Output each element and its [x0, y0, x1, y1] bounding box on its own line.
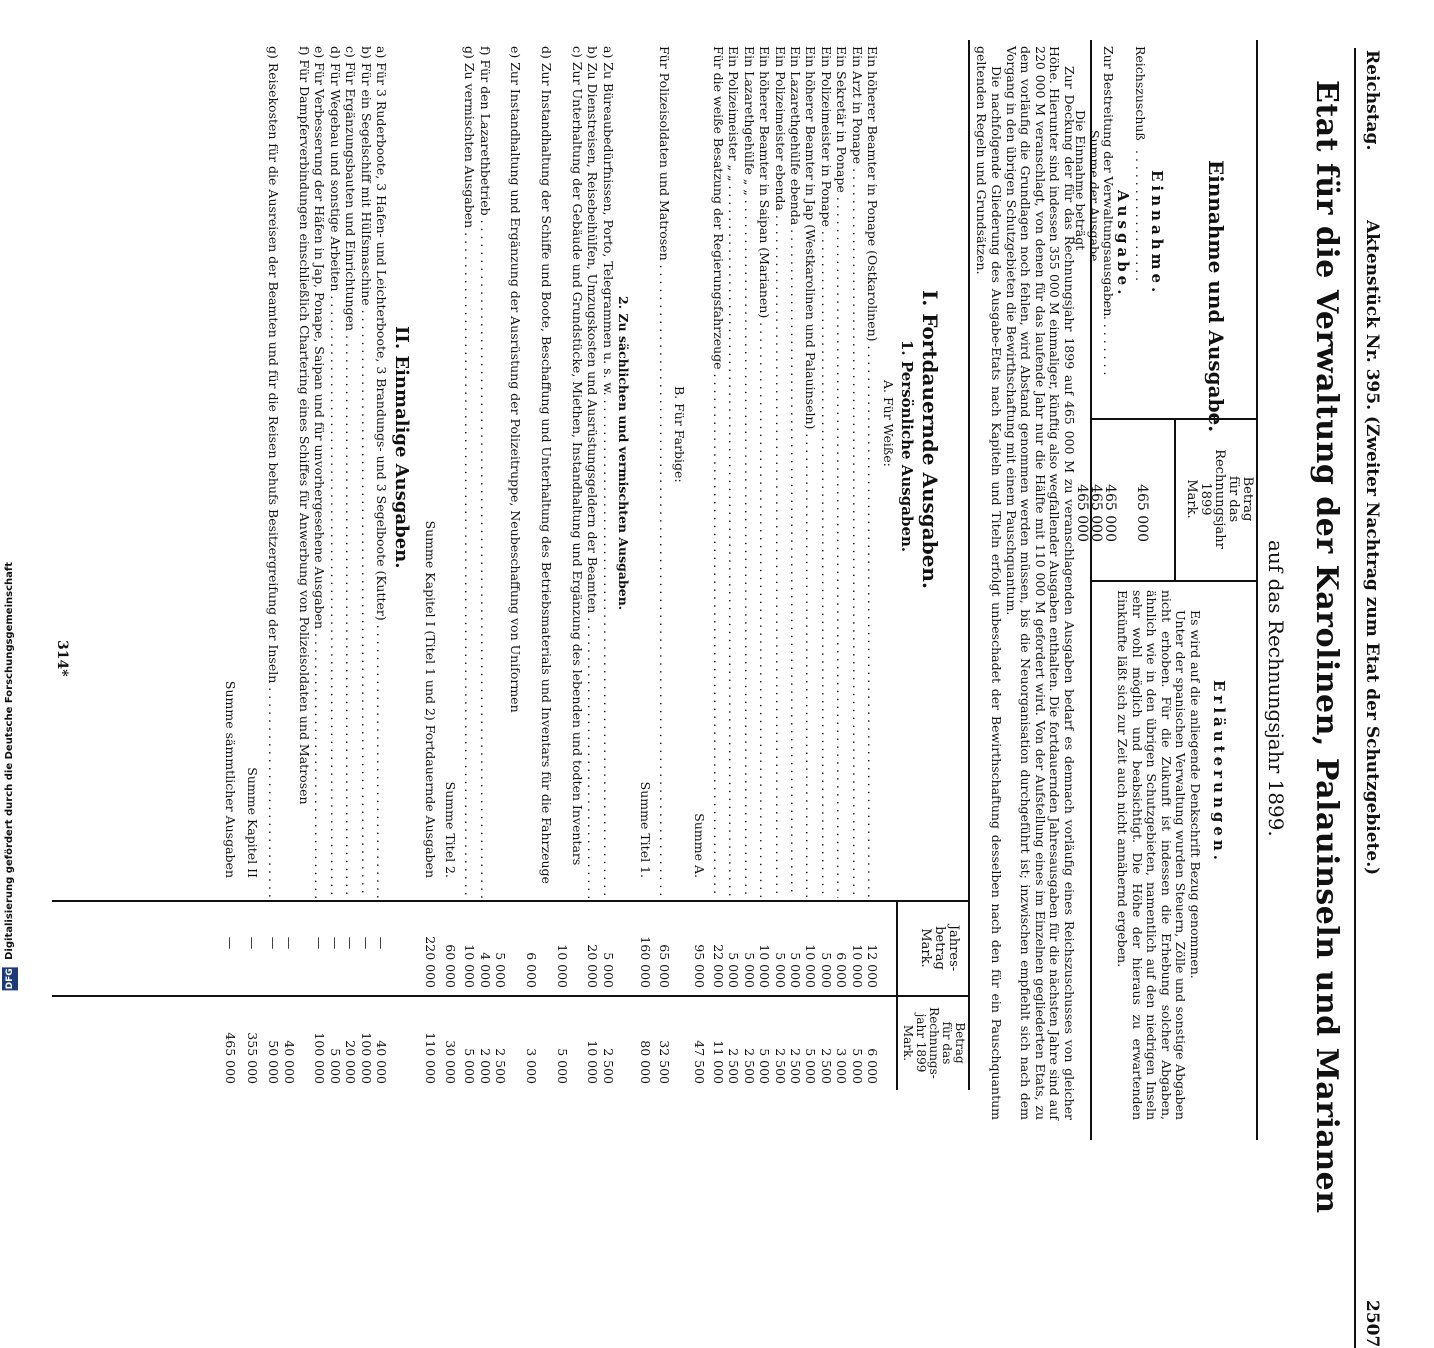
heading-einmalige-row: II. Einmalige Ausgaben. [391, 326, 413, 569]
heading-fortdauernde: I. Fortdauernde Ausgaben. [918, 290, 942, 589]
weisse-row-9: Ein Polizeimeister „ „ . . . 5 000 2 500 [726, 46, 741, 1090]
einmalig-row-0: a) Für 3 Ruderboote, 3 Hafen- und Leichterboote, 3 Brandungs- und 3 Segelboote (Kutter) . . . — 40 000 [374, 46, 389, 1090]
ausgaben-rule-top [969, 40, 971, 1090]
saechlich-row-3: d) Zur Instandhaltung der Schiffe und Boote, Beschaffung und Unterhaltung des Betriebsmaterials und Inventars für die Fahrzeuge 6 000 3 000 [523, 46, 555, 1084]
summe-ausgabe-value: 465 000 [1088, 484, 1104, 542]
notes-text-lower [974, 46, 1076, 1120]
note-2: Unter der spanischen Verwaltung wurden Steuern, Zölle und sonstige Abgaben nicht erhoben. Für die Zukunft ist indessen die Erhebung solcher Abgaben, ähnlich wie in den übrigen Schutzgebieten, namentlich auf den niedrigen Inseln sehr wohl möglich und beabsichtigt. Die Höhe der hieraus zu erwartenden Einkünfte läßt sich zur Zeit auch nicht annähernd ergeben. [1115, 590, 1189, 1120]
einmalig-row-5: f) Für Dampferverbindungen einschließlich Chartering eines Schiffes für Anwerbung von Polizeisoldaten und Matrosen — 40 000 [281, 46, 313, 1084]
summe-titel2-row: Summe Titel 2. 60 000 30 000 [442, 781, 458, 1084]
weisse-row-2: Ein Sekretär in Ponape . . . 6 000 3 000 [834, 46, 849, 1090]
heading-farbige-row: B. Für Farbige: [672, 386, 688, 483]
top-table-divider-2 [1092, 580, 1258, 582]
note-4: Die nachfolgende Gliederung des Ausgabe-Etats nach Kapiteln und Titeln erfolgt unbeschadet der Bewirthschaftung desselben nach den für ein Pauschquantum geltenden Regeln und Grundsätzen. [974, 46, 1005, 1120]
weisse-row-5: Ein Lazarethgehülfe ebenda . . . 5 000 2 500 [788, 46, 803, 1090]
ausgaben-head-rule [897, 900, 899, 1090]
header-center: Aktenstück Nr. 395. (Zweiter Nachtrag zum Etat der Schutzgebiete.) [1362, 220, 1382, 876]
sidebar-credit-text: Digitalisierung gefördert durch die Deutsche Forschungsgemeinschaft [4, 561, 15, 960]
heading-weisse: A. Für Weiße: [881, 380, 896, 467]
notes-text [1114, 590, 1202, 1120]
weisse-row-6: Ein Polizeimeister ebenda . . . 5 000 2 500 [772, 46, 787, 1090]
weisse-row-10: Für die weiße Besatzung der Regierungsfahrzeuge . . . 22 000 11 000 [711, 46, 726, 1090]
summe-ausgabe-label: Summe der Ausgabe [1087, 130, 1102, 262]
page-subtitle: auf das Rechnungsjahr 1899. [1264, 540, 1288, 837]
saechlich-row-1: b) Zu Dienstreisen, Reisebeihülfen, Umzugskosten und Ausrüstungsgeldern der Beamten . . . 20 000 10 000 [585, 46, 600, 1090]
farbige-row: Für Polizeisoldaten und Matrosen . . . 65 000 32 500 [657, 46, 672, 1090]
note-1: Es wird auf die anliegende Denkschrift Bezug genommen. [1188, 610, 1203, 979]
top-table-rule-top [1256, 40, 1258, 1140]
weisse-row-3: Ein Polizeimeister in Ponape . . . 5 000 2 500 [818, 46, 833, 1090]
saechlich-row-0: a) Zu Büreaubedürfnissen, Porto, Telegrammen u. s. w. . . . 5 000 2 500 [600, 46, 615, 1090]
page-number: 2507 [1362, 1300, 1382, 1348]
einnahme-betraegt-value: 465 000 [1074, 484, 1090, 542]
einmalig-row-2: c) Für Ergänzungsbauten und Einrichtungen . . . — 20 000 [343, 46, 358, 1090]
note-3: Zur Deckung der für das Rechnungsjahr 1899 auf 465 000 M zu veranschlagenden Ausgaben bedarf es demnach vorläufig eines Reichszuschusses von gleicher Höhe. Hierunter sind indessen 355 000 M einmaliger, künftig also wegfallender Ausgaben enthalten. Die fortdauernden Jahresausgaben für die nächsten Jahre sind auf 220 000 M veranschlagt, von denen für das laufende Jahr nur die Hälfte mit 110 000 M gefordert wird. Von der Aufstellung eines im Einzelnen gegliederten Etats, zu dem vorläufig die Grundlagen noch fehlen, wird Abstand genommen werden müssen, bis die Neuorganisation durchgeführt ist; inzwischen empfiehlt sich nach dem Vorgang in den übrigen Schutzgebieten die Bewirthschaftung mit einem Pauschquantum. [1003, 46, 1077, 1120]
einnahme-betraegt-label: Die Einnahme beträgt [1073, 110, 1088, 251]
saechlich-row-4: e) Zur Instandhaltung und Ergänzung der Ausrüstung der Polizeitruppe, Neubeschaffung von Uniformen 5 000 2 500 [492, 46, 524, 1084]
page-title: Etat für die Verwaltung der Karolinen, Palauinseln und Marianen [1309, 80, 1344, 1214]
header-left: Reichstag. [1362, 50, 1382, 151]
notes-head: Erläuterungen. [1210, 680, 1228, 865]
sidebar [0, 0, 22, 1000]
dfg-logo: DFG [2, 967, 18, 990]
reichszuschuss-value: 465 000 [1134, 484, 1150, 542]
summe-titel1-row: Summe Titel 1. 160 000 80 000 [637, 781, 653, 1084]
ausgaben-col2-head: Betrag für das Rechnungs- jahr 1899 Mark. [901, 1007, 967, 1079]
heading-saechlich-row: 2. Zu sächlichen und vermischten Ausgaben. [616, 296, 632, 611]
footer-signature: 314* [54, 640, 70, 677]
weisse-list [223, 46, 880, 1090]
ausgabe-value: 465 000 [1102, 484, 1118, 542]
ausgabe-heading: Ausgabe. [1114, 190, 1132, 299]
weisse-row-4: Ein höherer Beamter in Jap (Westkarolinen und Palauinseln) . . . 10 000 5 000 [803, 46, 818, 1090]
einmalig-row-6: g) Reisekosten für die Ausreisen der Beamten und für die Reisen behufs Besitzergreifung der Inseln . . . — 50 000 [266, 46, 281, 1090]
header-rule [1355, 48, 1357, 1348]
weisse-row-0: Ein höherer Beamter in Ponape (Ostkarolinen) . . . 12 000 6 000 [865, 46, 880, 1090]
weisse-row-8: Ein Lazarethgehülfe „ „ . . . 5 000 2 500 [741, 46, 756, 1090]
einmalig-row-1: b) Für ein Segelschiff mit Hülfsmaschine . . . — 100 000 [358, 46, 373, 1090]
weisse-row-7: Ein höherer Beamter in Saipan (Marianen) . . . 10 000 5 000 [757, 46, 772, 1090]
col-head-einnahme-ausgabe: Einnahme und Ausgabe. [1204, 160, 1228, 433]
top-table-amount-rule [1175, 418, 1177, 580]
summe-a-row: Summe A. 95 000 47 500 [691, 813, 707, 1084]
einmalig-row-4: e) Für Verbesserung der Häfen in Jap, Ponape, Saipan und für unvorhergesehene Ausgaben . . . — 100 000 [312, 46, 327, 1090]
summe-total-row: Summe sämmtlicher Ausgaben — 465 000 [223, 680, 239, 1084]
saechlich-row-5: f) Für den Lazarethbetrieb . . . 4 000 2 000 [477, 46, 492, 1090]
saechlich-row-2: c) Zur Unterhaltung der Gebäude und Grundstücke, Miethen, Instandhaltung und Ergänzung des lebenden und todten Inventars 10 000 5 000 [554, 46, 585, 1084]
summe-kap2-row: Summe Kapitel II — 355 000 [244, 767, 260, 1084]
einmalig-row-3: d) Für Wegebau und sonstige Arbeiten . . . — 5 000 [327, 46, 342, 1090]
amount-head: Betrag für das Rechnungsjahr 1899 Mark. [1184, 449, 1255, 549]
sidebar-credit [2, 562, 18, 990]
ausgaben-col1-head: Jahres- betrag Mark. [918, 924, 961, 972]
saechlich-row-6: g) Zu vermischten Ausgaben . . . 10 000 5 000 [462, 46, 477, 1090]
reichszuschuss-label: Reichszuschuß [1133, 46, 1148, 141]
einnahme-heading: Einnahme. [1148, 170, 1166, 297]
weisse-row-1: Ein Arzt in Ponape . . . 10 000 5 000 [849, 46, 864, 1090]
ausgabe-line: Zur Bestreitung der Verwaltungsausgaben [1101, 46, 1116, 317]
heading-persoenliche: 1. Persönliche Ausgaben. [898, 340, 916, 553]
summe-kap1-row: Summe Kapitel I (Titel 1 und 2) Fortdauernde Ausgaben 220 000 110 000 [423, 520, 439, 1084]
document-page: Reichstag. Aktenstück Nr. 395. (Zweiter Nachtrag zum Etat der Schutzgebiete.) 2507 Etat für die Verwaltung der Karolinen, Palauinseln und Marianen auf das Rechnungsjahr 1899. Einnahme und Ausgabe. Betrag für das Rechnungsjahr 1899 Mark. Erläuterungen. Einnahme. Reichszuschuß . . . . . . . . . . . . . . . . . 465 000 Ausgabe. Zur Bestreitung der Verwaltungsausgaben . . . . . . . . . . 465 000 Summe der Ausgabe 465 000 Die Einnahme beträgt 465 000 Es wird auf die anliegende Denkschrift Bezug genommen. Unter der spanischen Verwaltung wurden Steuern, Zölle und sonstige Abgaben nicht erhoben. Für die Zukunft ist indessen die Erhebung solcher Abgaben, ähnlich wie in den übrigen Schutzgebieten, namentlich auf den niedrigen Inseln sehr wohl möglich und beabsichtigt. Die Höhe der hieraus zu erwartenden Einkünfte läßt sich zur Zeit auch nicht annähernd ergeben. Zur Deckung der für das Rechnungsjahr 1899 auf 465 000 M zu veranschlagenden Ausgaben bedarf es demnach vorläufig eines Reichszuschusses von gleicher Höhe. Hierunter sind indessen 355 000 M einmaliger, künftig also wegfallender Ausgaben enthalten. Die fortdauernden Jahresausgaben für die nächsten Jahre sind auf 220 000 M veranschlagt, von denen für das laufende Jahr nur die Hälfte mit 110 000 M gefordert wird. Von der Aufstellung eines im Einzelnen gegliederten Etats, zu dem vorläufig die Grundlagen noch fehlen, wird Abstand genommen werden müssen, bis die Neuorganisation durchgeführt ist; inzwischen empfiehlt sich nach dem Vorgang in den übrigen Schutzgebieten die Bewirthschaftung mit einem Pauschquantum. Die nachfolgende Gliederung des Ausgabe-Etats nach Kapiteln und Titeln erfolgt unbeschadet der Bewirthschaftung desselben nach den für ein Pauschquantum geltenden Regeln und Grundsätzen. Jahres- betrag Mark. Betrag für das Rechnungs- jahr 1899 Mark. I. Fortdauernde Ausgaben. 1. Persönliche Ausgaben. A. Für Weiße: Ein höherer Beamter in Ponape (Ostkarolinen) . . . 12 000 6 000 Ein Arzt in Ponape . . . 10 000 5 000 Ein Sekretär in Ponape . . . 6 000 3 000 Ein Polizeimeister in Ponape . . . 5 000 2 500 Ein höherer Beamter in Jap (Westkarolinen und Palauinseln) . . . 10 000 5 000 Ein Lazarethgehülfe ebenda . . . 5 000 2 500 Ein Polizeimeister ebenda . . . 5 000 2 500 Ein höherer Beamter in Saipan (Marianen) . . . 10 000 5 000 Ein Lazarethgehülfe „ „ . . . 5 000 2 500 Ein Polizeimeister „ „ . . . 5 000 2 500 Für die weiße Besatzung der Regierungsfahrzeuge . . . 22 000 11 000 Summe A. 95 000 47 500 B. Für Farbige: Für Polizeisoldaten und Matrosen . . . 65 000 32 500 Summe Titel 1. 160 000 80 000 2. Zu sächlichen und vermischten Ausgaben. a) Zu Büreaubedürfnissen, Porto, Telegrammen u. s. w. . . . 5 000 2 500 b) Zu Dienstreisen, Reisebeihülfen, Umzugskosten und Ausrüstungsgeldern der Beamten . . . 20 000 10 000 c) Zur Unterhaltung der Gebäude und Grundstücke, Miethen, Instandhaltung und Ergänzung des lebenden und todten Inventars 10 000 5 000 d) Zur Instandhaltung der Schiffe und Boote, Beschaffung und Unterhaltung des Betriebsmaterials und Inventars für die Fahrzeuge 6 000 3 000 e) Zur Instandhaltung und Ergänzung der Ausrüstung der Polizeitruppe, Neubeschaffung von Uniformen 5 000 2 500 f) Für den Lazarethbetrieb . . . 4 000 2 000 g) Zu vermischten Ausgaben . . . 10 000 5 000 Summe Titel 2. 60 000 30 000 Summe Kapitel I (Titel 1 und 2) Fortdauernde Ausgaben 220 000 110 000 II. Einmalige Ausgaben. a) Für 3 Ruderboote, 3 Hafen- und Leichterboote, 3 Brandungs- und 3 Segelboote (Kutter) . . . — 40 000 b) Für ein Segelschiff mit Hülfsmaschine . . . — 100 000 c) Für Ergänzungsbauten und Einrichtungen . . . — 20 000 d) Für Wegebau und sonstige Arbeiten . . . — 5 000 e) Für Verbesserung der Häfen in Jap, Ponape, Saipan und für unvorhergesehene Ausgaben . . . — 100 000 f) Für Dampferverbindungen einschließlich Chartering eines Schiffes für Anwerbung von Polizeisoldaten und Matrosen — 40 000 g) Reisekosten für die Ausreisen der Beamten und für die Reisen behufs Besitzergreifung der Inseln . . . — 50 000 Summe Kapitel II — 355 000 Summe sämmtlicher Ausgaben — 465 000 314* [48, 40, 1388, 980]
